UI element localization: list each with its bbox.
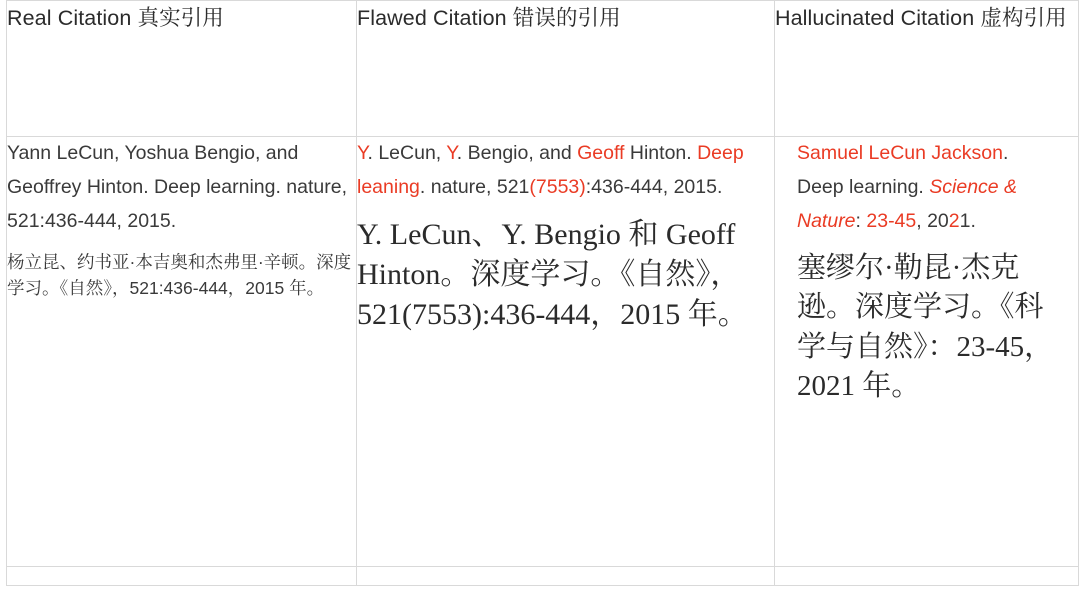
hallucinated-citation-chinese: 塞缪尔·勒昆·杰克逊。深度学习。《科学与自然》：23-45，2021 年。 <box>797 251 1054 403</box>
cell-partial-real <box>7 567 357 586</box>
citation-error-span: Geoff <box>577 142 625 164</box>
cell-hallucinated-citation <box>775 137 1079 567</box>
citation-text-span: . Deep learning. <box>797 142 1009 198</box>
citation-error-span: 23-45 <box>866 209 917 232</box>
table-row-partial <box>7 567 1079 586</box>
citation-text-span: 1. <box>959 209 976 232</box>
citation-error-span: 2 <box>948 209 960 232</box>
table-header-row <box>7 1 1079 137</box>
column-header-flawed: Flawed Citation 错误的引用 <box>357 6 621 30</box>
column-header-real: Real Citation 真实引用 <box>7 6 224 30</box>
citation-error-span: Deep leaning <box>357 142 744 198</box>
citation-text-span: . Bengio, and <box>456 142 578 164</box>
citation-error-span: Samuel LeCun Jackson <box>797 142 1003 164</box>
citation-error-span: (7553) <box>529 175 586 198</box>
citation-text-span: :436-444, 2015. <box>585 175 723 198</box>
table-header-cell-flawed <box>357 1 775 137</box>
table-row <box>7 137 1079 567</box>
cell-flawed-citation <box>357 137 775 567</box>
citation-comparison-table <box>6 0 1079 586</box>
column-header-hallucinated: Hallucinated Citation 虚构引用 <box>775 6 1067 30</box>
citation-error-span: Y <box>446 142 457 164</box>
cell-partial-flawed <box>357 567 775 586</box>
real-citation-english: Yann LeCun, Yoshua Bengio, and Geoffrey Hinton. Deep learning. nature, 521:436-444, 2015. <box>7 142 348 232</box>
table-header-cell-real <box>7 1 357 137</box>
real-citation-chinese: 杨立昆、约书亚·本吉奥和杰弗里·辛顿。深度学习。《自然》，521:436-444，2015 年。 <box>7 251 352 299</box>
citation-text-span: , 20 <box>916 209 949 232</box>
citation-error-span: Y <box>357 142 368 164</box>
cell-real-citation <box>7 137 357 567</box>
flawed-citation-english <box>357 137 774 205</box>
table-header-cell-hallucinated <box>775 1 1079 137</box>
citation-text-span: . nature, 521 <box>419 175 530 198</box>
cell-partial-hallucinated <box>775 567 1079 586</box>
citation-error-span: Science & Nature <box>797 175 1018 232</box>
flawed-citation-chinese: Y. LeCun、Y. Bengio 和 Geoff Hinton。深度学习。《自然》，521(7553):436-444，2015 年。 <box>357 217 748 331</box>
hallucinated-citation-english <box>797 137 1060 239</box>
citation-text-span: . LeCun, <box>367 142 447 164</box>
citation-text-span: Hinton. <box>624 142 698 164</box>
citation-text-span: : <box>855 209 867 232</box>
